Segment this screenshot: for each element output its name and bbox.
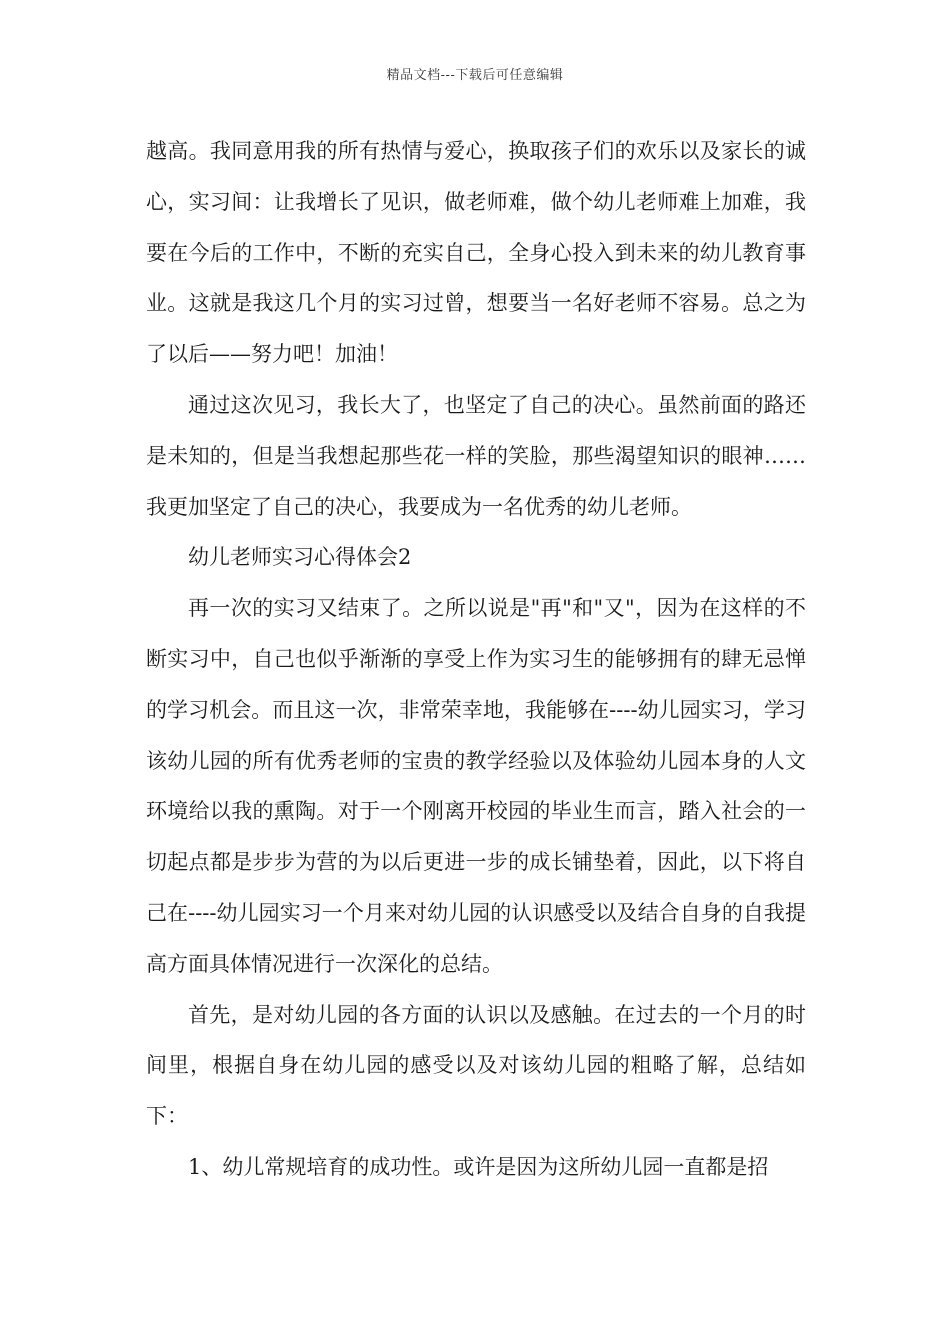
paragraph-first-point: 首先，是对幼儿园的各方面的认识以及感触。在过去的一个月的时间里，根据自身在幼儿园的感受以及对该幼儿园的粗略了解，总结如下： [146, 1002, 806, 1129]
page-header: 精品文档---下载后可任意编辑 [386, 68, 564, 83]
paragraph-second-internship: 再一次的实习又结束了。之所以说是"再"和"又"，因为在这样的不断实习中，自己也似乎渐渐的享受上作为实习生的能够拥有的肆无忌惮的学习机会。而且这一次，非常荣幸地，我能够在----幼儿园实习，学习该幼儿园的所有优秀老师的宝贵的教学经验以及体验幼儿园本身的人文环境给以我的熏陶。对于一个刚离开校园的毕业生而言，踏入社会的一切起点都是步步为营的为以后更进一步的成长铺垫着，因此，以下将自己在----幼儿园实习一个月来对幼儿园的认识感受以及结合自身的自我提高方面具体情况进行一次深化的总结。 [146, 596, 806, 976]
paragraph-list-item-1: 1、幼儿常规培育的成功性。或许是因为这所幼儿园一直都是招 [188, 1154, 769, 1179]
section-heading: 幼儿老师实习心得体会2 [188, 545, 412, 570]
paragraph-internship-reflection: 通过这次见习，我长大了，也坚定了自己的决心。虽然前面的路还是未知的，但是当我想起那些花一样的笑脸，那些渴望知识的眼神……我更加坚定了自己的决心，我要成为一名优秀的幼儿老师。 [146, 392, 806, 519]
paragraph-continuation: 越高。我同意用我的所有热情与爱心，换取孩子们的欢乐以及家长的诚心，实习间：让我增长了见识，做老师难，做个幼儿老师难上加难，我要在今后的工作中，不断的充实自己，全身心投入到未来的幼儿教育事业。这就是我这几个月的实习过曾，想要当一名好老师不容易。总之为了以后——努力吧！加油！ [146, 139, 806, 367]
document-body [146, 126, 806, 1193]
